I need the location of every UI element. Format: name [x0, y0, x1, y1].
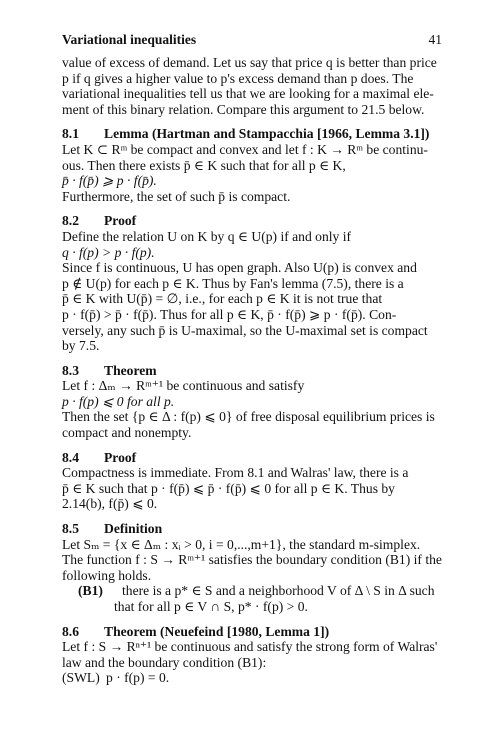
section-heading-8-4: [62, 450, 442, 466]
text-line: versely, any such p̄ is U-maximal, so the U-maximal set is compact: [62, 322, 428, 338]
text-line: Let f : Δₘ → Rᵐ⁺¹ be continuous and satisfy: [62, 378, 305, 394]
text-line: p̄ ∈ K with U(p̄) = ∅, i.e., for each p ∈ K it is not true that: [62, 291, 383, 307]
condition-text-line: there is a p* ∈ S and a neighborhood V of Δ \ S in Δ such: [122, 583, 435, 599]
text-line: ment of this binary relation. Compare this argument to 21.5 below.: [62, 101, 425, 117]
text-line: p ∉ U(p) for each p ∈ K. Thus by Fan's lemma (7.5), there is a: [62, 275, 404, 291]
text-line: p̄ ∈ K such that p · f(p̄) ⩽ p̄ · f(p̄) ⩽ 0 for all p ∈ K. Thus by: [62, 480, 395, 496]
text-line: p · f(p̄) > p̄ · f(p̄). Thus for all p ∈ K, p̄ · f(p̄) ⩾ p · f(p̄). Con-: [62, 306, 397, 322]
text-line: compact and nonempty.: [62, 425, 192, 441]
section-number: 8.5: [62, 521, 79, 537]
swl-text: p · f(p) = 0.: [106, 670, 170, 686]
condition-text-line: that for all p ∈ V ∩ S, p* · f(p) > 0.: [114, 599, 308, 614]
section-number: 8.1: [62, 126, 79, 142]
swl-condition: [62, 670, 442, 686]
section-number: 8.4: [62, 449, 79, 465]
section-title: Lemma (Hartman and Stampacchia [1966, Lemma 3.1]): [104, 126, 430, 142]
condition-label: (B1): [78, 583, 103, 599]
section-title: Definition: [104, 521, 163, 537]
text-line: Let K ⊂ Rᵐ be compact and convex and let f : K → Rᵐ be continu-: [62, 141, 428, 157]
section-title: Proof: [104, 449, 137, 465]
display-equation: p̄ · f(p̄) ⩾ p · f(p̄).: [62, 173, 157, 189]
text-line: following holds.: [62, 567, 152, 583]
text-line: Define the relation U on K by q ∈ U(p) if and only if: [62, 228, 352, 244]
running-header: [62, 32, 442, 48]
section-heading-8-1: [62, 126, 442, 142]
section-title: Theorem: [104, 362, 157, 378]
text-line: Furthermore, the set of such p̄ is compact.: [62, 188, 291, 204]
section-number: 8.3: [62, 362, 79, 378]
text-line: p if q gives a higher value to p's excess demand than p does. The: [62, 70, 414, 86]
section-title: Proof: [104, 213, 137, 229]
text-line: variational inequalities tell us that we are looking for a maximal ele-: [62, 86, 434, 102]
section-heading-8-3: [62, 363, 442, 379]
display-equation: q · f(p) > p · f(p).: [62, 244, 155, 260]
section-number: 8.2: [62, 213, 79, 229]
text-line: Then the set {p ∈ Δ : f(p) ⩽ 0} of free disposal equilibrium prices is: [62, 409, 435, 425]
page-body: [62, 55, 442, 686]
text-line: Let Sₘ = {x ∈ Δₘ : xᵢ > 0, i = 0,...,m+1}, the standard m-simplex.: [62, 536, 421, 552]
section-number: 8.6: [62, 623, 79, 639]
section-heading-8-6: [62, 624, 442, 640]
text-line: The function f : S → Rᵐ⁺¹ satisfies the boundary condition (B1) if the: [62, 552, 442, 568]
text-line: 2.14(b), f(p̄) ⩽ 0.: [62, 496, 158, 512]
swl-label: (SWL): [62, 670, 100, 686]
text-line: ous. Then there exists p̄ ∈ K such that for all p ∈ K,: [62, 157, 346, 173]
section-heading-8-2: [62, 213, 442, 229]
text-line: Compactness is immediate. From 8.1 and Walras' law, there is a: [62, 465, 409, 481]
text-line: by 7.5.: [62, 338, 100, 354]
condition-b1: [70, 583, 442, 599]
section-heading-8-5: [62, 521, 442, 537]
text-line: value of excess of demand. Let us say that price q is better than price: [62, 55, 437, 70]
text-line: law and the boundary condition (B1):: [62, 654, 267, 670]
text-line: Let f : S → Rⁿ⁺¹ be continuous and satisfy the strong form of Walras': [62, 639, 438, 655]
intro-paragraph: [62, 55, 442, 117]
running-title: Variational inequalities: [62, 32, 197, 47]
section-title: Theorem (Neuefeind [1980, Lemma 1]): [104, 623, 330, 639]
page-number: 41: [428, 32, 442, 47]
text-line: Since f is continuous, U has open graph. Also U(p) is convex and: [62, 260, 417, 276]
display-equation: p · f(p) ⩽ 0 for all p.: [62, 393, 175, 409]
